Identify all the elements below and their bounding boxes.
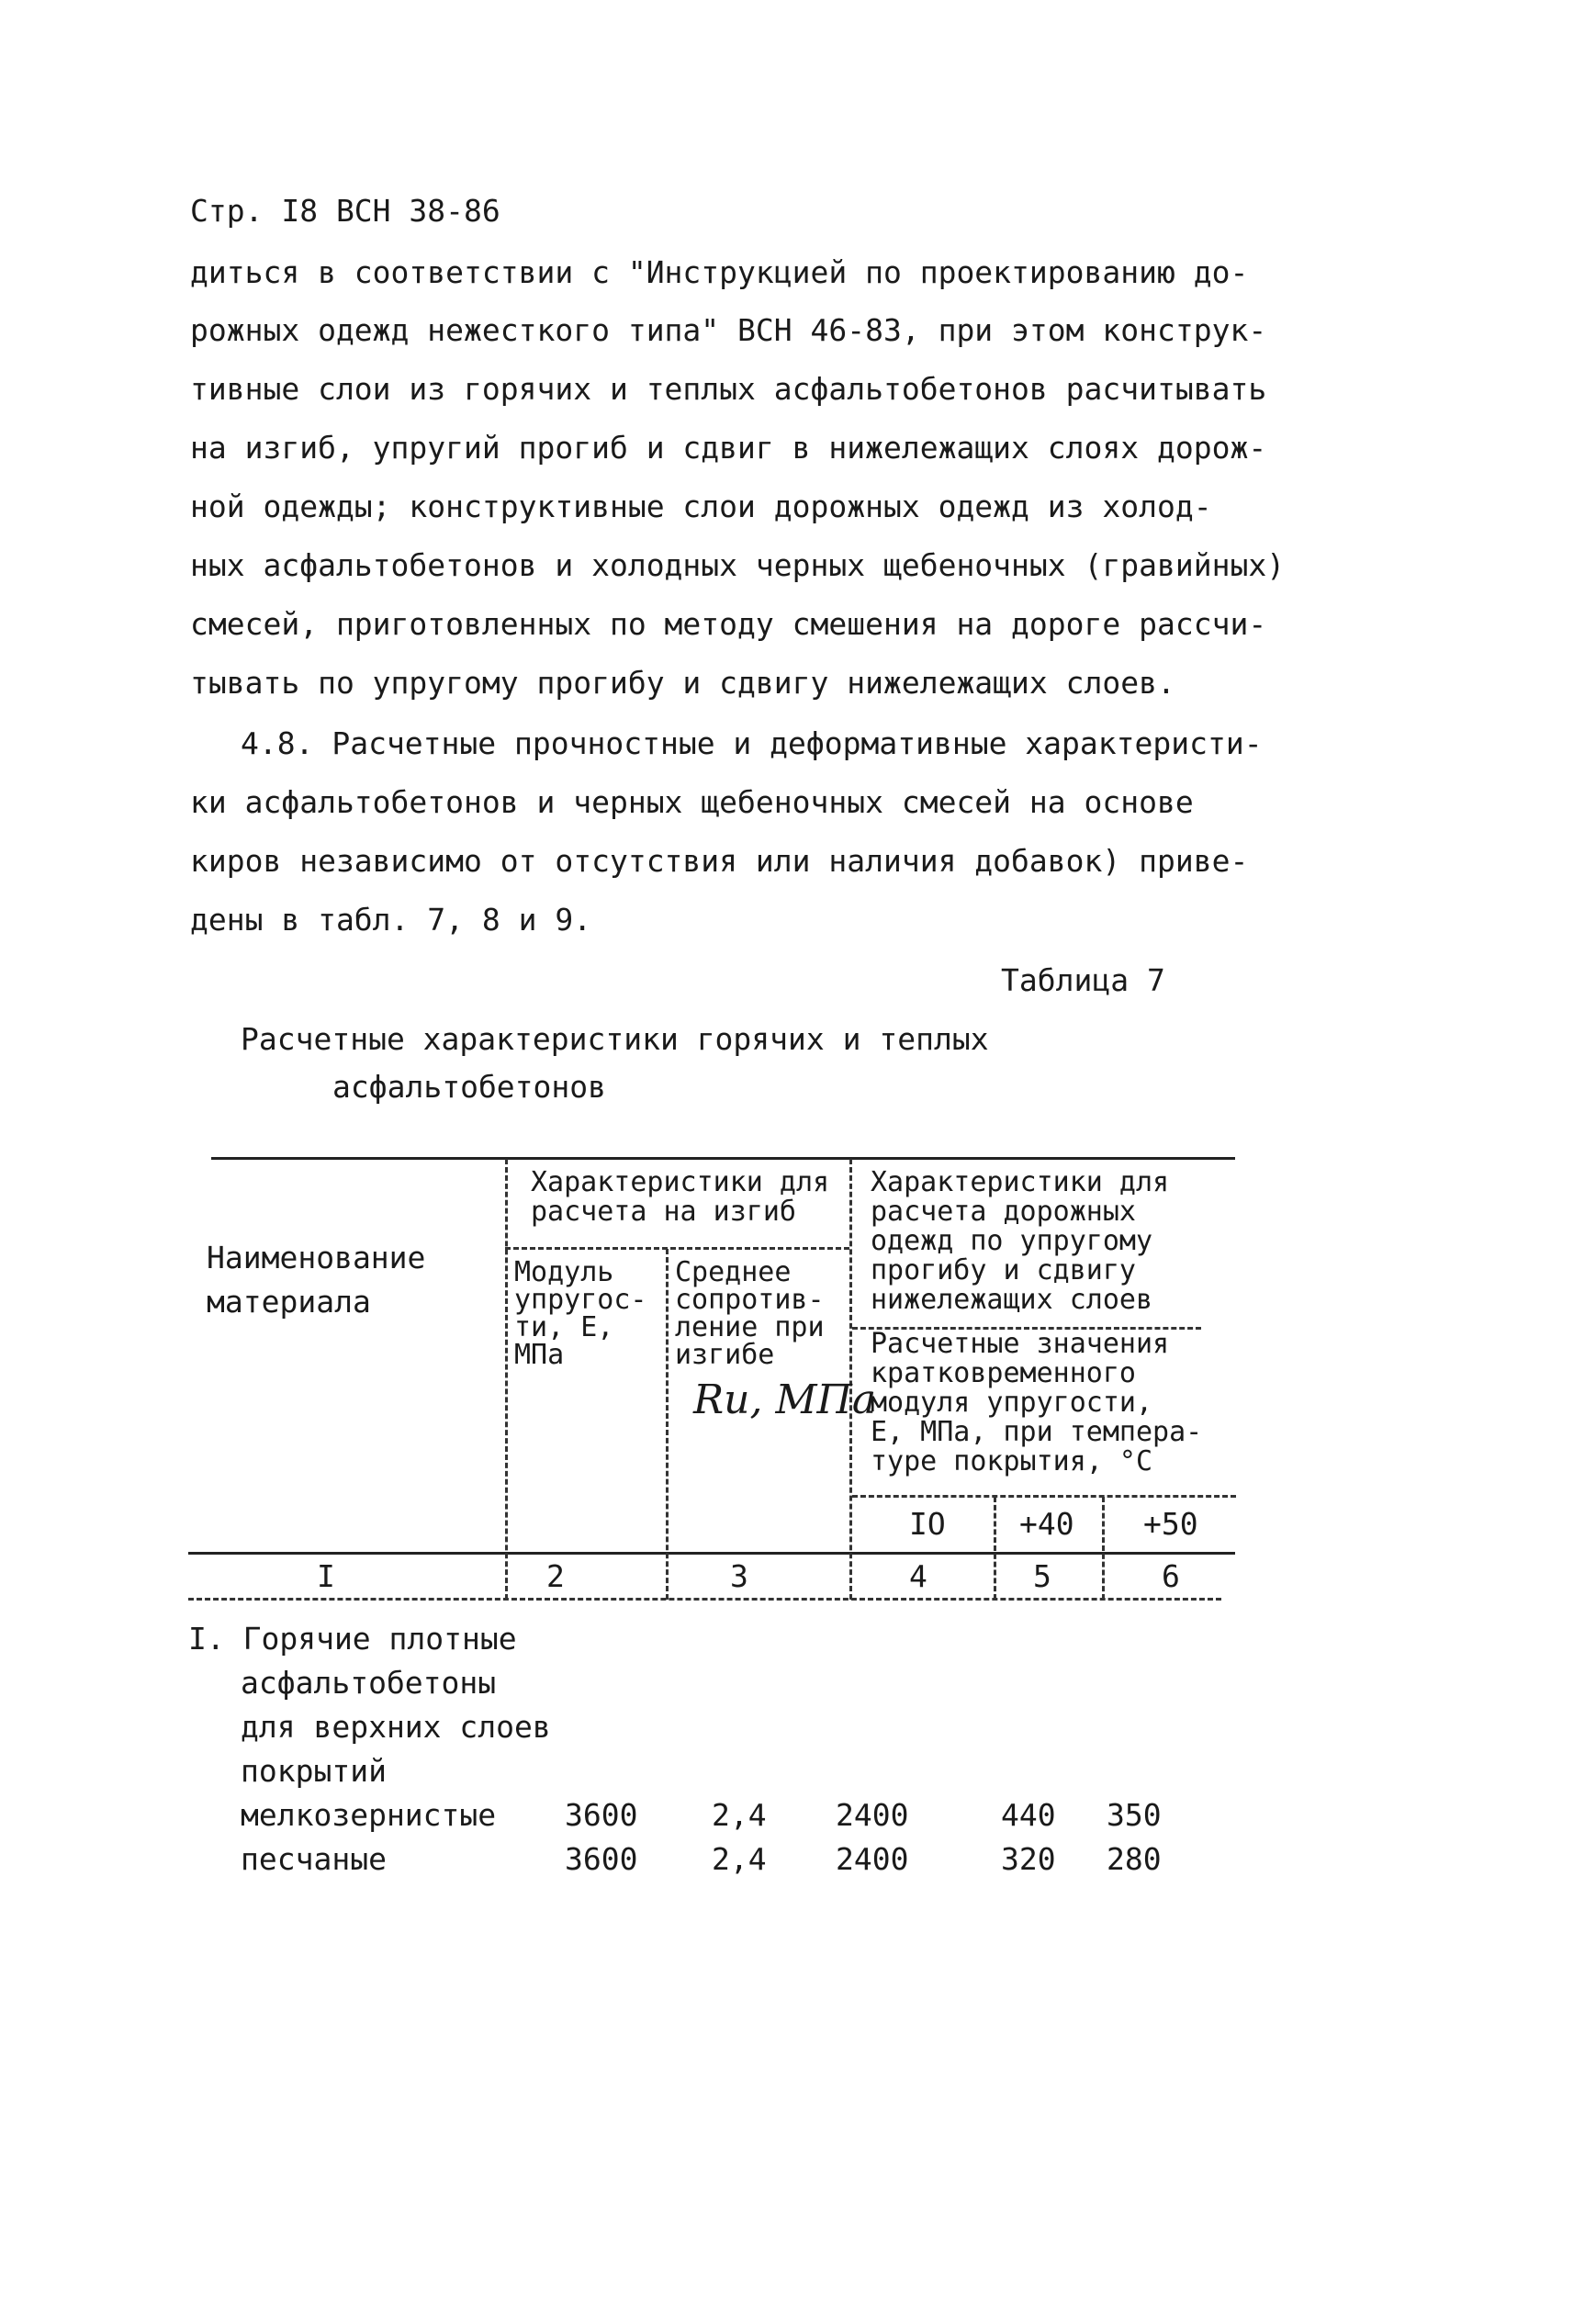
group2-header: одежд по упругому: [871, 1225, 1153, 1257]
section-line: ки асфальтобетонов и черных щебеночных смесей на основе: [190, 784, 1194, 820]
table-vline-2: [666, 1249, 669, 1600]
temps-top-rule: [852, 1495, 1236, 1498]
table-vline-5: [1102, 1497, 1105, 1600]
col-numbers-bottom-rule: [188, 1598, 1221, 1601]
row-value: 2,4: [712, 1841, 767, 1877]
table-title: Расчетные характеристики горячих и теплых: [241, 1021, 989, 1057]
table-label: Таблица 7: [1001, 962, 1165, 998]
group1-header: Характеристики для: [531, 1166, 830, 1198]
col1-header-cont: материала: [207, 1284, 371, 1320]
section-line: дены в табл. 7, 8 и 9.: [190, 902, 592, 938]
row-value: 280: [1107, 1841, 1162, 1877]
body-line: тывать по упругому прогибу и сдвигу нижележащих слоев.: [190, 665, 1175, 701]
body-line: ных асфальтобетонов и холодных черных щебеночных (гравийных): [190, 547, 1286, 583]
temp-header: +50: [1143, 1506, 1198, 1542]
group2-header: нижележащих слоев: [871, 1284, 1153, 1316]
group1-header-cont: расчета на изгиб: [531, 1196, 796, 1228]
temp-header: IO: [909, 1506, 946, 1542]
row-value: 3600: [565, 1841, 638, 1877]
section-title: I. Горячие плотные: [188, 1621, 517, 1657]
row-value: 2400: [836, 1797, 909, 1833]
body-line: смесей, приготовленных по методу смешения на дороге рассчи-: [190, 606, 1267, 642]
col-number: I: [317, 1558, 335, 1594]
col-number: 2: [546, 1558, 565, 1594]
col1-header: Наименование: [207, 1240, 426, 1275]
section-title: для верхних слоев: [241, 1709, 551, 1745]
section-title: асфальтобетоны: [241, 1665, 497, 1701]
row-value: 3600: [565, 1797, 638, 1833]
col-number: 5: [1033, 1558, 1051, 1594]
body-line: рожных одежд нежесткого типа" ВСН 46-83, при этом конструк-: [190, 312, 1267, 348]
body-line: ной одежды; конструктивные слои дорожных одежд из холод-: [190, 489, 1212, 524]
subgroup-header: Е, МПа, при темпера-: [871, 1416, 1203, 1448]
section-line: 4.8. Расчетные прочностные и деформативные характеристи-: [241, 725, 1263, 761]
subgroup-header: туре покрытия, °С: [871, 1445, 1153, 1477]
row-name: мелкозернистые: [241, 1797, 497, 1833]
col3-header: изгибе: [675, 1339, 775, 1371]
group2-header: расчета дорожных: [871, 1196, 1136, 1228]
table-top-rule: [211, 1157, 1235, 1160]
group2-header: Характеристики для: [871, 1166, 1170, 1198]
row-value: 2400: [836, 1841, 909, 1877]
col2-header: Модуль: [514, 1256, 614, 1288]
body-line: на изгиб, упругий прогиб и сдвиг в нижележащих слоях дорож-: [190, 430, 1267, 466]
col3-header: сопротив-: [675, 1284, 825, 1316]
col2-header: МПа: [514, 1339, 565, 1371]
subgroup-header: модуля упругости,: [871, 1387, 1153, 1419]
table-title-cont: асфальтобетонов: [332, 1069, 607, 1105]
group2-header: прогибу и сдвигу: [871, 1254, 1136, 1286]
temp-header: +40: [1019, 1506, 1074, 1542]
body-line: диться в соответствии с "Инструкцией по проектированию до-: [190, 254, 1249, 290]
col3-header: Среднее: [675, 1256, 792, 1288]
col2-header: ти, Е,: [514, 1311, 614, 1343]
section-title: покрытий: [241, 1753, 387, 1789]
page-header: Стр. I8 ВСН 38-86: [190, 193, 500, 229]
col-number: 6: [1162, 1558, 1180, 1594]
row-value: 320: [1001, 1841, 1056, 1877]
body-line: тивные слои из горячих и теплых асфальтобетонов расчитывать: [190, 371, 1267, 407]
subgroup-header: кратковременного: [871, 1357, 1136, 1389]
col-number: 3: [730, 1558, 748, 1594]
col3-symbol: Rи, МПа: [693, 1376, 877, 1423]
subgroup-header: Расчетные значения: [871, 1328, 1170, 1360]
col-number: 4: [909, 1558, 927, 1594]
row-value: 440: [1001, 1797, 1056, 1833]
row-value: 2,4: [712, 1797, 767, 1833]
col2-header: упругос-: [514, 1284, 647, 1316]
col3-header: ление при: [675, 1311, 825, 1343]
row-name: песчаные: [241, 1841, 387, 1877]
row-value: 350: [1107, 1797, 1162, 1833]
table-vline-4: [994, 1497, 996, 1600]
group1-sub-rule: [505, 1247, 849, 1250]
section-line: киров независимо от отсутствия или наличия добавок) приве-: [190, 843, 1249, 879]
table-header-bottom-rule: [188, 1552, 1235, 1555]
table-vline-1: [505, 1159, 508, 1600]
